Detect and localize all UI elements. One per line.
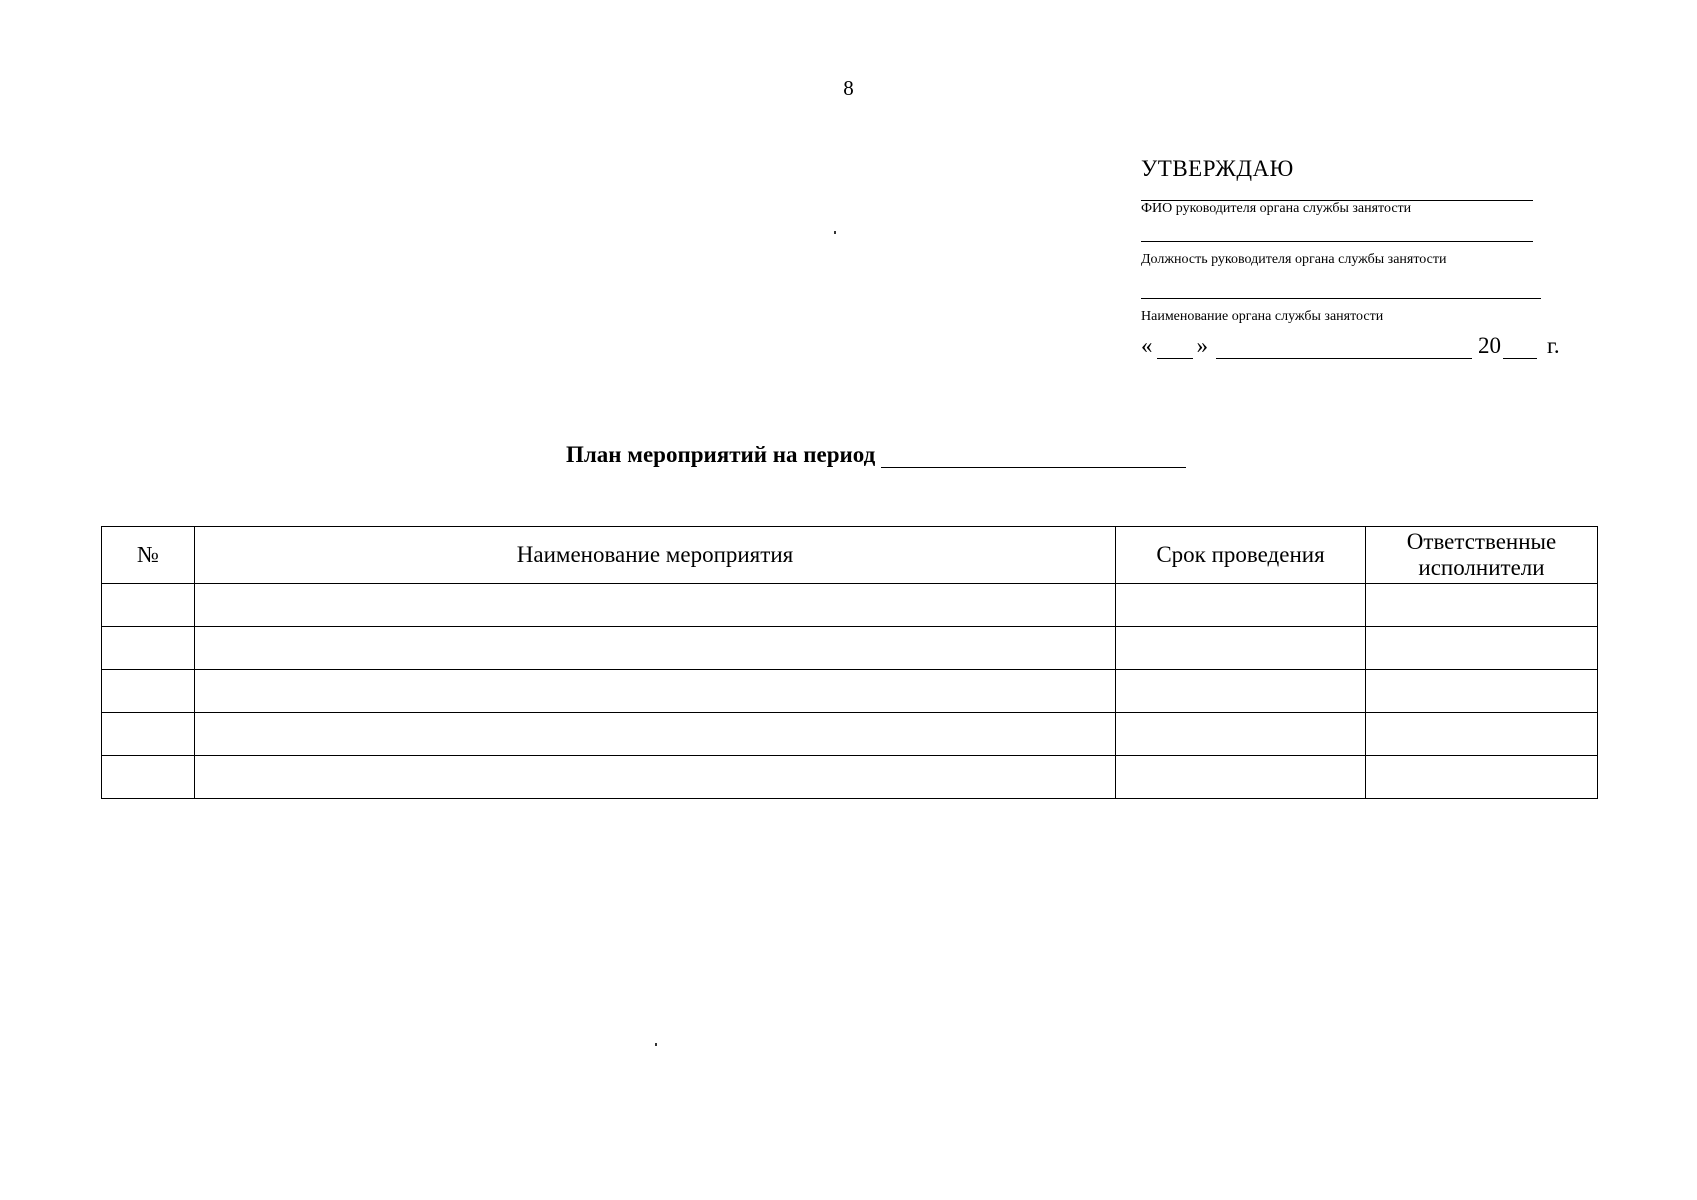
page-number: 8 xyxy=(843,76,854,100)
column-header-responsible: Ответственные исполнители xyxy=(1366,527,1598,584)
year-prefix: 20 xyxy=(1478,333,1501,358)
table-cell xyxy=(102,584,195,627)
table-cell xyxy=(1366,670,1598,713)
table-cell xyxy=(195,713,1116,756)
table-cell xyxy=(1116,756,1366,799)
stray-mark xyxy=(655,1043,657,1046)
table-cell xyxy=(1366,756,1598,799)
year-blank xyxy=(1503,334,1537,359)
table-cell xyxy=(102,670,195,713)
column-header-event-name: Наименование мероприятия xyxy=(195,527,1116,584)
approval-block xyxy=(1141,156,1561,359)
date-close-quote: » xyxy=(1196,333,1208,358)
position-signature-line xyxy=(1141,241,1533,242)
approval-date-line xyxy=(1141,333,1561,359)
table-cell xyxy=(195,627,1116,670)
position-caption: Должность руководителя органа службы занятости xyxy=(1141,252,1447,267)
table-cell xyxy=(1366,584,1598,627)
table-row xyxy=(102,670,1598,713)
table-cell xyxy=(1366,713,1598,756)
table-header-row xyxy=(102,527,1598,584)
table-cell xyxy=(102,713,195,756)
day-blank xyxy=(1157,334,1193,359)
table-row xyxy=(102,756,1598,799)
table-row xyxy=(102,584,1598,627)
table-cell xyxy=(1116,584,1366,627)
plan-table xyxy=(101,526,1598,799)
stray-mark xyxy=(834,231,836,234)
date-open-quote: « xyxy=(1141,333,1153,358)
plan-title xyxy=(566,442,1186,468)
table-row xyxy=(102,627,1598,670)
table-cell xyxy=(102,756,195,799)
table-cell xyxy=(1116,627,1366,670)
table-cell xyxy=(1366,627,1598,670)
column-header-deadline: Срок проведения xyxy=(1116,527,1366,584)
table-cell xyxy=(195,756,1116,799)
fio-caption: ФИО руководителя органа службы занятости xyxy=(1141,201,1412,216)
period-blank xyxy=(881,445,1186,468)
table-cell xyxy=(195,584,1116,627)
column-header-number: № xyxy=(102,527,195,584)
month-blank xyxy=(1216,334,1472,359)
table-cell xyxy=(1116,670,1366,713)
table-row xyxy=(102,713,1598,756)
org-signature-line xyxy=(1141,298,1541,299)
org-caption: Наименование органа службы занятости xyxy=(1141,309,1384,324)
table-cell xyxy=(1116,713,1366,756)
table-cell xyxy=(102,627,195,670)
year-suffix: г. xyxy=(1547,333,1560,358)
approval-title: УТВЕРЖДАЮ xyxy=(1141,156,1294,181)
table-cell xyxy=(195,670,1116,713)
plan-title-text: План мероприятий на период xyxy=(566,442,876,467)
